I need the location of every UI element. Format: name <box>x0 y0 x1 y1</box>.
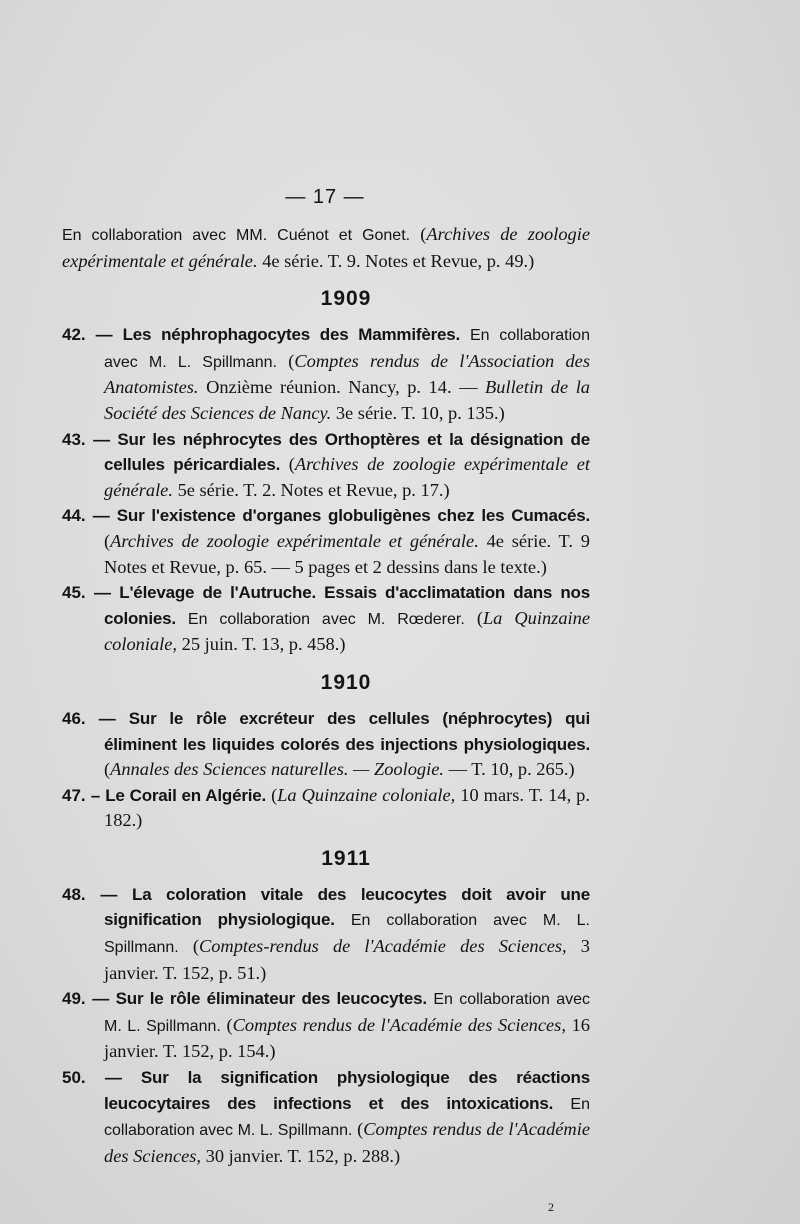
sheet-signature-mark: 2 <box>548 1200 554 1214</box>
entry-title: La coloration vitale des leucocytes doit avoir une signification physiologique. <box>104 884 590 930</box>
entry-title: Sur le rôle excréteur des cellules (néphrocytes) qui éliminent les liquides colorés des injections physiologiques. <box>104 708 590 754</box>
entry-journal: Archives de zoologie expérimentale et générale. <box>110 530 479 551</box>
year-heading-1911: 1911 <box>321 846 371 870</box>
entry-number: 45. — <box>62 583 112 603</box>
entry-44: 44. — Sur l'existence d'organes globuligènes chez les Cumacés. (Archives de zoologie expérimentale et générale. 4e série. T. 9 Notes et Revue, p. 65. — 5 pages et 2 dessins dans le texte.) <box>62 506 590 577</box>
entry-journal: Comptes rendus de l'Académie des Sciences, <box>104 1119 590 1166</box>
entry-number: 49. — <box>62 989 110 1009</box>
entry-journal: Bulletin de la Société des Sciences de Nancy. <box>104 377 590 423</box>
entry-collab: En collaboration avec M. L. Spillmann. <box>104 912 591 957</box>
entry-number: 50. — <box>62 1068 122 1088</box>
entry-number: 46. — <box>62 708 116 728</box>
entry-journal: La Quinzaine coloniale, <box>277 784 456 805</box>
intro-journal: Archives de zoologie expérimentale et générale. <box>62 224 591 271</box>
entry-collab: En collaboration avec M. L. Spillmann. <box>104 1095 590 1140</box>
entry-47: 47. – Le Corail en Algérie. (La Quinzaine coloniale, 10 mars. T. 14, p. 182.) <box>62 784 590 831</box>
intro-collab: En collaboration avec MM. Cuénot et Gonet. <box>62 227 411 244</box>
entry-title: Sur l'existence d'organes globuligènes chez les Cumacés. <box>116 506 590 526</box>
year-heading-1909: 1909 <box>320 287 372 311</box>
entry-number: 44. — <box>62 506 110 526</box>
entry-journal: Comptes rendus de l'Association des Anatomistes. <box>104 350 590 398</box>
entry-title: Le Corail en Algérie. <box>105 785 267 805</box>
entry-collab: En collaboration avec M. L. Spillmann. <box>104 327 590 371</box>
entry-48: 48. — La coloration vitale des leucocytes doit avoir une signification physiologique. En collaboration avec M. L. Spillmann. (Comptes-rendus de l'Académie des Sciences, 3 janvier. T. 152, p. 51.) <box>62 884 591 983</box>
entry-title: L'élevage de l'Autruche. Essais d'acclimatation dans nos colonies. <box>104 583 590 628</box>
year-heading-1910: 1910 <box>320 670 372 694</box>
entry-49: 49. — Sur le rôle éliminateur des leucocytes. En collaboration avec M. L. Spillmann. (Comptes rendus de l'Académie des Sciences, 16 janvier. T. 152, p. 154.) <box>62 989 590 1062</box>
bibliography-list <box>62 222 590 1169</box>
entry-42: 42. — Les néphrophagocytes des Mammifères. En collaboration avec M. L. Spillmann. (Comptes rendus de l'Association des Anatomistes. Onzième réunion. Nancy, p. 14. — Bulletin de la Société des Sciences de Nancy. 3e série. T. 10, p. 135.) <box>62 325 590 423</box>
entry-number: 42. — <box>62 325 113 345</box>
entry-46: 46. — Sur le rôle excréteur des cellules (néphrocytes) qui éliminent les liquides colorés des injections physiologiques. (Annales des Sciences naturelles. — Zoologie. — T. 10, p. 265.) <box>62 708 590 780</box>
entry-number: 43. — <box>62 429 111 449</box>
entry-title: Les néphrophagocytes des Mammifères. <box>122 325 461 345</box>
entry-43: 43. — Sur les néphrocytes des Orthoptères et la désignation de cellules péricardiales. (Archives de zoologie expérimentale et générale. 5e série. T. 2. Notes et Revue, p. 17.) <box>62 429 590 500</box>
entry-journal: La Quinzaine coloniale, <box>104 607 590 655</box>
entry-collab: En collaboration avec M. Rœderer. <box>187 610 465 628</box>
entry-journal: Archives de zoologie expérimentale et générale. <box>104 454 590 500</box>
entry-title: Sur le rôle éliminateur des leucocytes. <box>115 989 427 1009</box>
intro-paragraph: En collaboration avec MM. Cuénot et Gonet. (Archives de zoologie expérimentale et générale. 4e série. T. 9. Notes et Revue, p. 49.) <box>62 224 591 271</box>
entry-50: 50. — Sur la signification physiologique des réactions leucocytaires des infections et des intoxications. En collaboration avec M. L. Spillmann. (Comptes rendus de l'Académie des Sciences, 30 janvier. T. 152, p. 288.) <box>62 1068 590 1166</box>
entry-journal: Comptes rendus de l'Académie des Sciences, <box>232 1014 566 1035</box>
entry-45: 45. — L'élevage de l'Autruche. Essais d'acclimatation dans nos colonies. En collaboration avec M. Rœderer. (La Quinzaine coloniale, 25 juin. T. 13, p. 458.) <box>62 583 590 655</box>
entry-title: Sur les néphrocytes des Orthoptères et la désignation de cellules péricardiales. <box>104 429 590 475</box>
page-number: — 17 — <box>285 186 365 208</box>
entry-number: 47. – <box>62 785 101 805</box>
entry-collab: En collaboration avec M. L. Spillmann. <box>104 991 590 1035</box>
entry-journal: Annales des Sciences naturelles. — Zoologie. <box>110 759 444 780</box>
entry-number: 48. — <box>62 884 118 904</box>
entry-title: Sur la signification physiologique des réactions leucocytaires des infections et des intoxications. <box>104 1068 590 1113</box>
entry-journal: Comptes-rendus de l'Académie des Sciences, <box>198 936 567 957</box>
